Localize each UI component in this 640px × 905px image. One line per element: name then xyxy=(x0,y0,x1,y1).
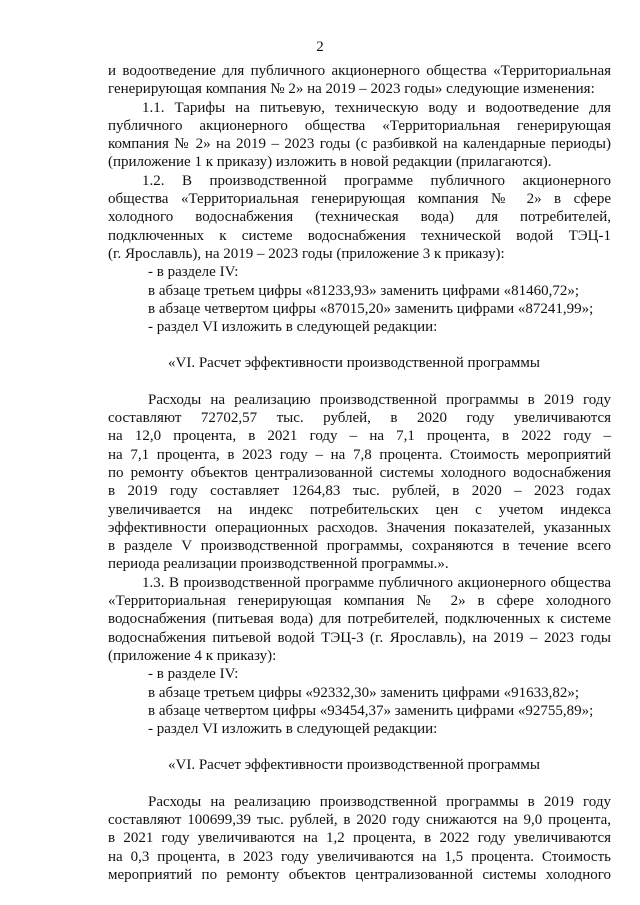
text-line: на 0,3 процента, в 2023 году увеличиваются на 1,5 процента. Стоимость xyxy=(108,848,611,865)
text-line: в 2019 году составляет 1264,83 тыс. рублей, в 2020 – 2023 годах xyxy=(108,483,611,500)
text-line: и водоотведение для публичного акционерного общества «Территориальная xyxy=(108,63,611,79)
text-line: - раздел VI изложить в следующей редакции: xyxy=(148,319,438,336)
text-line: генерирующая компания № 2» на 2019 – 2023 годы» следующие изменения: xyxy=(108,81,595,98)
text-line: на 7,1 процента, в 2023 году – на 7,8 процента. Стоимость мероприятий xyxy=(108,446,611,463)
text-line: по ремонту объектов централизованной системы холодного водоснабжения xyxy=(108,464,611,481)
text-line: компания № 2» на 2019 – 2023 годы (с разбивкой на календарные периоды) xyxy=(108,136,611,153)
text-line: в разделе V производственной программы, сохраняются в течение всего xyxy=(108,538,611,555)
text-line: - раздел VI изложить в следующей редакции: xyxy=(148,721,438,738)
text-line: - в разделе IV: xyxy=(148,264,239,281)
text-line: водоснабжения (питьевая вода) для потребителей, подключенных к системе xyxy=(108,611,611,628)
item-1-2-changes xyxy=(108,263,611,336)
text-line: в абзаце четвертом цифры «93454,37» заменить цифрами «92755,89»; xyxy=(148,702,594,719)
text-line: общества «Территориальная генерирующая компания № 2» в сфере xyxy=(108,191,611,208)
text-line: Расходы на реализацию производственной программы в 2019 году xyxy=(148,391,611,408)
text-line: - в разделе IV: xyxy=(148,666,239,683)
text-line: на 12,0 процента, в 2021 году – на 7,1 процента, в 2022 году – xyxy=(108,428,611,445)
section-2-paragraph xyxy=(108,793,611,884)
text-line: (г. Ярославль), на 2019 – 2023 годы (приложение 3 к приказу): xyxy=(108,245,505,262)
text-line: эффективности операционных расходов. Значения показателей, указанных xyxy=(108,519,611,536)
document-body xyxy=(108,62,611,884)
item-1-3-changes xyxy=(108,665,611,738)
section-heading: «VI. Расчет эффективности производственной программы xyxy=(168,757,540,774)
item-1-3-paragraph xyxy=(108,574,611,665)
text-line: холодного водоснабжения (техническая вода) для потребителей, xyxy=(108,209,611,226)
text-line: 1.1. Тарифы на питьевую, техническую воду и водоотведение для xyxy=(142,99,611,116)
page-number: 2 xyxy=(316,39,324,55)
text-line: 1.3. В производственной программе публичного акционерного общества xyxy=(142,574,611,591)
text-line: мероприятий по ремонту объектов централизованной системы холодного xyxy=(108,866,611,883)
text-line: 1.2. В производственной программе публичного акционерного xyxy=(142,172,611,189)
text-line: в абзаце третьем цифры «81233,93» заменить цифрами «81460,72»; xyxy=(148,282,579,299)
text-line: в абзаце четвертом цифры «87015,20» заменить цифрами «87241,99»; xyxy=(148,300,594,317)
text-line: публичного акционерного общества «Территориальная генерирующая xyxy=(108,117,611,134)
text-line: водоснабжения питьевой водой ТЭЦ-3 (г. Ярославль), на 2019 – 2023 годы xyxy=(108,629,611,646)
section-1-paragraph xyxy=(108,391,611,574)
text-line: составляют 72702,57 тыс. рублей, в 2020 году увеличиваются xyxy=(108,410,611,427)
text-line: в 2021 году увеличиваются на 1,2 процента, в 2022 году увеличиваются xyxy=(108,830,611,847)
text-line: в абзаце третьем цифры «92332,30» заменить цифрами «91633,82»; xyxy=(148,684,579,701)
item-1-2-paragraph xyxy=(108,172,611,263)
intro-paragraph xyxy=(108,62,611,99)
section-heading: «VI. Расчет эффективности производственной программы xyxy=(168,355,540,372)
text-line: (приложение 1 к приказу) изложить в новой редакции (прилагаются). xyxy=(108,154,552,171)
text-line: периода реализации производственной программы.». xyxy=(108,556,449,573)
text-line: увеличивается на индекс потребительских цен с учетом индекса xyxy=(108,501,611,518)
text-line: составляют 100699,39 тыс. рублей, в 2020 году снижаются на 9,0 процента, xyxy=(108,811,611,828)
item-1-1-paragraph xyxy=(108,99,611,172)
text-line: «Территориальная генерирующая компания № 2» в сфере холодного xyxy=(108,593,611,610)
text-line: Расходы на реализацию производственной программы в 2019 году xyxy=(148,793,611,810)
text-line: (приложение 4 к приказу): xyxy=(108,647,277,664)
text-line: подключенных к системе водоснабжения технической водой ТЭЦ-1 xyxy=(108,227,611,244)
